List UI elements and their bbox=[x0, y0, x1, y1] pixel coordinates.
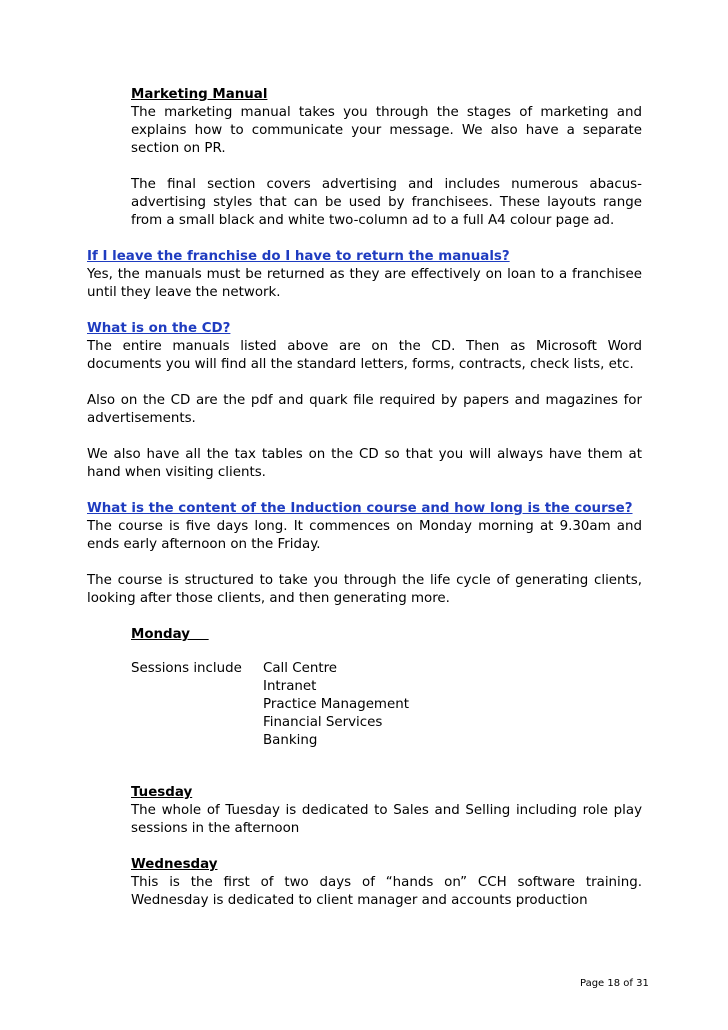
marketing-manual-title: Marketing Manual bbox=[131, 87, 268, 102]
cd-paragraph-1: The entire manuals listed above are on the CD. Then as Microsoft Word documents you will find all the standard letters, forms, contracts, check lists, etc. bbox=[87, 339, 642, 372]
marketing-manual-section bbox=[131, 86, 642, 230]
leave-franchise-question: If I leave the franchise do I have to return the manuals? bbox=[87, 249, 510, 264]
wednesday-title: Wednesday bbox=[131, 857, 218, 872]
induction-question: What is the content of the Induction course and how long is the course? bbox=[87, 501, 633, 516]
leave-franchise-answer: Yes, the manuals must be returned as they are effectively on loan to a franchisee until they leave the network. bbox=[87, 267, 642, 300]
induction-section bbox=[87, 500, 642, 608]
marketing-manual-paragraph-2: The final section covers advertising and includes numerous abacus-advertising styles that can be used by franchisees. These layouts range from a small black and white two-column ad to a full A4 colour page ad. bbox=[131, 177, 642, 228]
induction-paragraph-2: The course is structured to take you through the life cycle of generating clients, looking after those clients, and then generating more. bbox=[87, 573, 642, 606]
sessions-list bbox=[263, 660, 642, 750]
monday-sessions bbox=[131, 660, 642, 750]
cd-paragraph-2: Also on the CD are the pdf and quark file required by papers and magazines for advertisements. bbox=[87, 393, 642, 426]
session-item: Financial Services bbox=[263, 715, 383, 730]
session-item: Call Centre bbox=[263, 661, 338, 676]
page-number: Page 18 of 31 bbox=[580, 978, 649, 989]
document-page bbox=[87, 86, 642, 910]
sessions-label: Sessions include bbox=[131, 661, 242, 676]
wednesday-text: This is the first of two days of “hands on” CCH software training. Wednesday is dedicated to client manager and accounts production bbox=[131, 875, 642, 908]
cd-paragraph-3: We also have all the tax tables on the CD so that you will always have them at hand when visiting clients. bbox=[87, 447, 642, 480]
session-item: Practice Management bbox=[263, 697, 409, 712]
induction-paragraph-1: The course is five days long. It commences on Monday morning at 9.30am and ends early afternoon on the Friday. bbox=[87, 519, 642, 552]
monday-block bbox=[131, 626, 642, 644]
tuesday-text: The whole of Tuesday is dedicated to Sales and Selling including role play sessions in the afternoon bbox=[131, 803, 642, 836]
session-item: Banking bbox=[263, 733, 318, 748]
tuesday-title: Tuesday bbox=[131, 785, 193, 800]
wednesday-block bbox=[131, 856, 642, 910]
marketing-manual-paragraph-1: The marketing manual takes you through the stages of marketing and explains how to communicate your message. We also have a separate section on PR. bbox=[131, 105, 642, 156]
leave-franchise-section bbox=[87, 248, 642, 302]
session-item: Intranet bbox=[263, 679, 317, 694]
cd-section bbox=[87, 320, 642, 482]
monday-title: Monday bbox=[131, 627, 190, 642]
cd-question: What is on the CD? bbox=[87, 321, 231, 336]
tuesday-block bbox=[131, 784, 642, 838]
